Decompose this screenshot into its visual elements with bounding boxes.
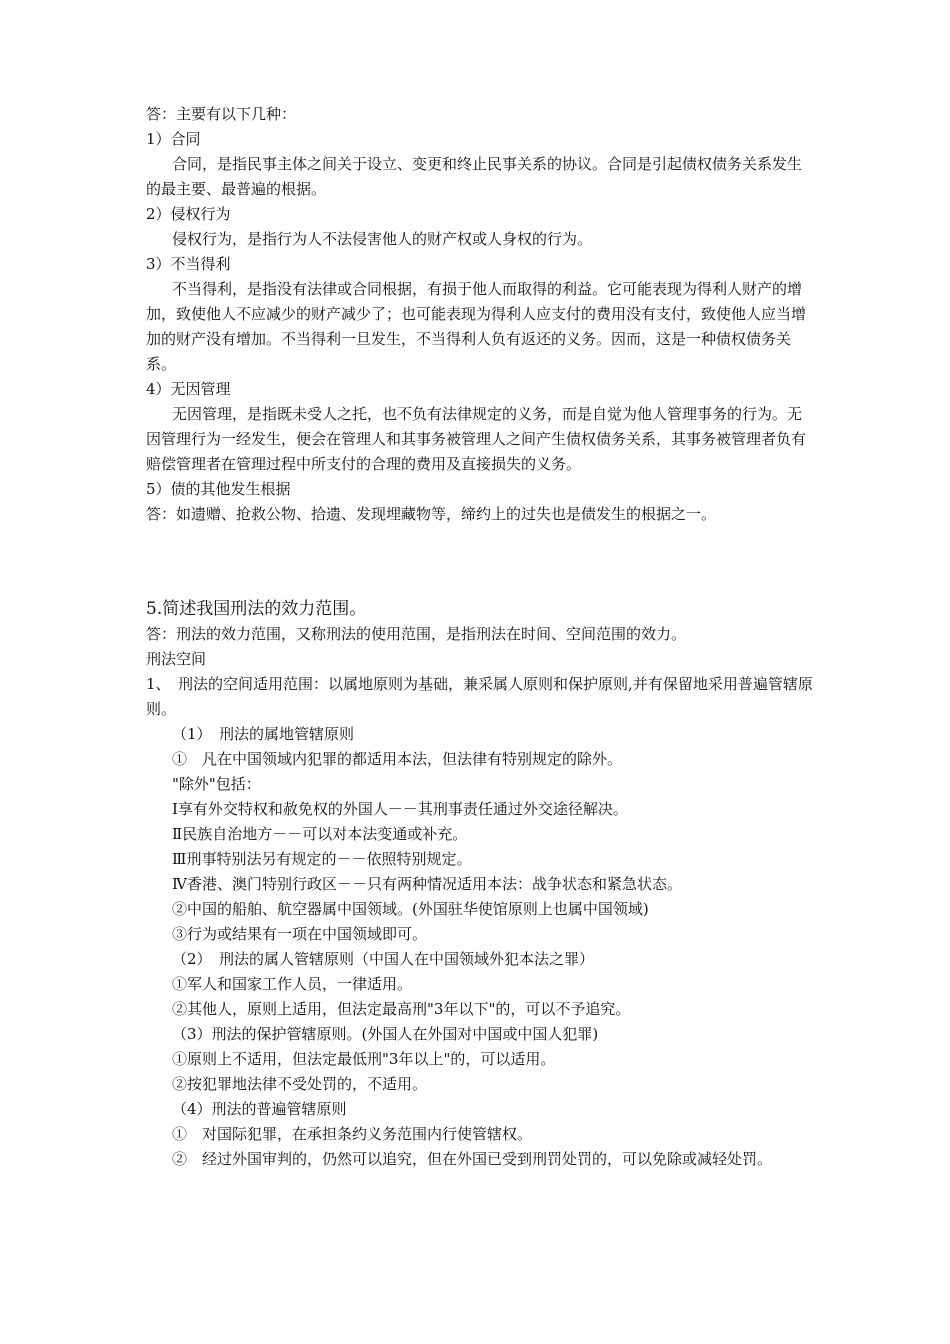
item-heading-other: 5）债的其他发生根据 — [146, 480, 291, 498]
territorial-rule-3: ③行为或结果有一项在中国领域即可。 — [172, 925, 428, 943]
protective-rule-2: ②按犯罪地法律不受处罚的，不适用。 — [172, 1075, 428, 1093]
subheading-space: 刑法空间 — [146, 650, 207, 668]
exception-1: Ⅰ享有外交特权和赦免权的外国人－－其刑事责任通过外交途径解决。 — [172, 800, 628, 818]
item-heading-unjust-enrichment: 3）不当得利 — [146, 255, 231, 273]
item-body-unjust-enrichment: 不当得利，是指没有法律或合同根据，有损于他人而取得的利益。它可能表现为得利人财产的增加，致使他人不应减少的财产减少了；也可能表现为得利人应支付的费用没有支付，致使他人应当增加的财产没有增加。不当得利一旦发生，不当得利人负有返还的义务。因而，这是一种债权债务关系。 — [146, 280, 807, 373]
item-heading-tort: 2）侵权行为 — [146, 205, 231, 223]
territorial-rule-1: ① 凡在中国领域内犯罪的都适用本法，但法律有特别规定的除外。 — [172, 750, 623, 768]
exception-3: Ⅲ刑事特别法另有规定的－－依照特别规定。 — [172, 850, 472, 868]
item-heading-contract: 1）合同 — [146, 130, 201, 148]
answer-summary: 答：刑法的效力范围，又称刑法的使用范围，是指刑法在时间、空间范围的效力。 — [146, 625, 687, 643]
exception-2: Ⅱ民族自治地方－－可以对本法变通或补充。 — [172, 825, 468, 843]
exceptions-label: "除外"包括： — [172, 775, 261, 793]
principle-personal: （2） 刑法的属人管辖原则（中国人在中国领域外犯本法之罪） — [172, 950, 595, 968]
section-debt-sources — [146, 102, 814, 527]
section-criminal-law-scope — [146, 596, 814, 1172]
question-heading: 5.简述我国刑法的效力范围。 — [146, 599, 367, 619]
item-heading-negotiorum-gestio: 4）无因管理 — [146, 380, 231, 398]
item-body-other: 答：如遗赠、抢救公物、拾遗、发现埋藏物等，缔约上的过失也是债发生的根据之一。 — [146, 505, 717, 523]
point-spatial-scope: 1、 刑法的空间适用范围：以属地原则为基础，兼采属人原则和保护原则,并有保留地采用普遍管辖原则。 — [146, 675, 813, 718]
territorial-rule-2: ②中国的船舶、航空器属中国领域。(外国驻华使馆原则上也属中国领域) — [172, 900, 649, 918]
item-body-negotiorum-gestio: 无因管理，是指既未受人之托，也不负有法律规定的义务，而是自觉为他人管理事务的行为。无因管理行为一经发生，便会在管理人和其事务被管理人之间产生债权债务关系，其事务被管理者负有赔偿管理者在管理过程中所支付的合理的费用及直接损失的义务。 — [146, 405, 807, 473]
personal-rule-2: ②其他人，原则上适用，但法定最高刑"3年以下"的，可以不予追究。 — [172, 1000, 631, 1018]
universal-rule-2: ② 经过外国审判的，仍然可以追究，但在外国已受到刑罚处罚的，可以免除或减轻处罚。 — [172, 1150, 773, 1168]
personal-rule-1: ①军人和国家工作人员，一律适用。 — [172, 975, 413, 993]
protective-rule-1: ①原则上不适用，但法定最低刑"3年以上"的，可以适用。 — [172, 1050, 556, 1068]
principle-universal: （4）刑法的普遍管辖原则 — [172, 1100, 347, 1118]
universal-rule-1: ① 对国际犯罪，在承担条约义务范围内行使管辖权。 — [172, 1125, 533, 1143]
item-body-contract: 合同，是指民事主体之间关于设立、变更和终止民事关系的协议。合同是引起债权债务关系发生的最主要、最普遍的根据。 — [146, 155, 803, 198]
principle-protective: （3）刑法的保护管辖原则。(外国人在外国对中国或中国人犯罪) — [172, 1025, 599, 1043]
exception-4: Ⅳ香港、澳门特别行政区－－只有两种情况适用本法：战争状态和紧急状态。 — [172, 875, 682, 893]
principle-territorial: （1） 刑法的属地管辖原则 — [172, 725, 355, 743]
answer-intro: 答：主要有以下几种： — [146, 105, 297, 123]
item-body-tort: 侵权行为，是指行为人不法侵害他人的财产权或人身权的行为。 — [172, 230, 593, 248]
